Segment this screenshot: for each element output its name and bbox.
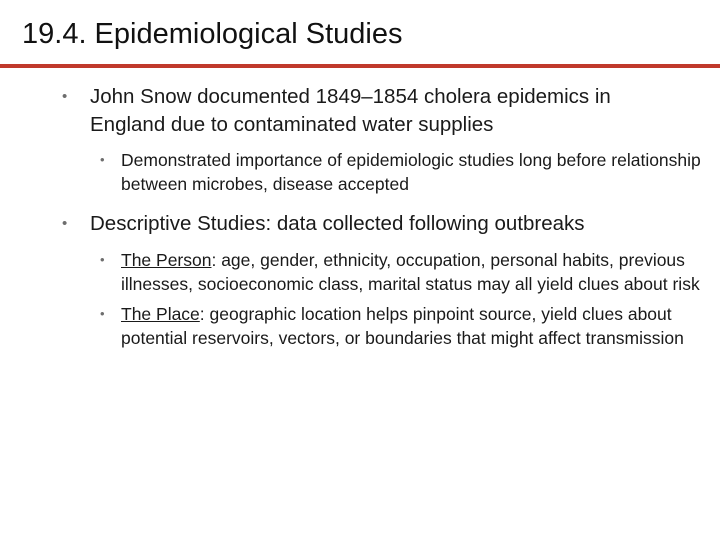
slide-content (0, 83, 720, 350)
slide-title: 19.4. Epidemiological Studies (22, 18, 403, 50)
sub-bullet-the-person (0, 248, 706, 296)
sub-bullet-the-place (0, 302, 706, 350)
term-the-place: The Place (121, 304, 200, 324)
bullet-dot-icon: • (62, 88, 68, 105)
bullet-dot-icon: • (100, 252, 105, 267)
sub-bullet-text: : geographic location helps pinpoint source, yield clues about potential reservoirs, vectors, or boundaries that might affect transmission (121, 304, 684, 348)
sub-bullet-text: Demonstrated importance of epidemiologic studies long before relationship between microbes, disease accepted (121, 150, 701, 194)
sub-bullet-text: : age, gender, ethnicity, occupation, personal habits, previous illnesses, socioeconomic class, marital status may all yield clues about risk (121, 250, 700, 294)
bullet-dot-icon: • (100, 152, 105, 167)
bullet-descriptive-studies (0, 210, 690, 238)
bullet-dot-icon: • (100, 306, 105, 321)
bullet-text: Descriptive Studies: data collected following outbreaks (90, 212, 585, 235)
term-the-person: The Person (121, 250, 212, 270)
sub-bullet-importance (0, 148, 706, 196)
bullet-text: John Snow documented 1849–1854 cholera epidemics in England due to contaminated water supplies (90, 85, 611, 136)
bullet-dot-icon: • (62, 215, 68, 232)
title-divider (0, 64, 720, 68)
bullet-john-snow (0, 83, 690, 139)
